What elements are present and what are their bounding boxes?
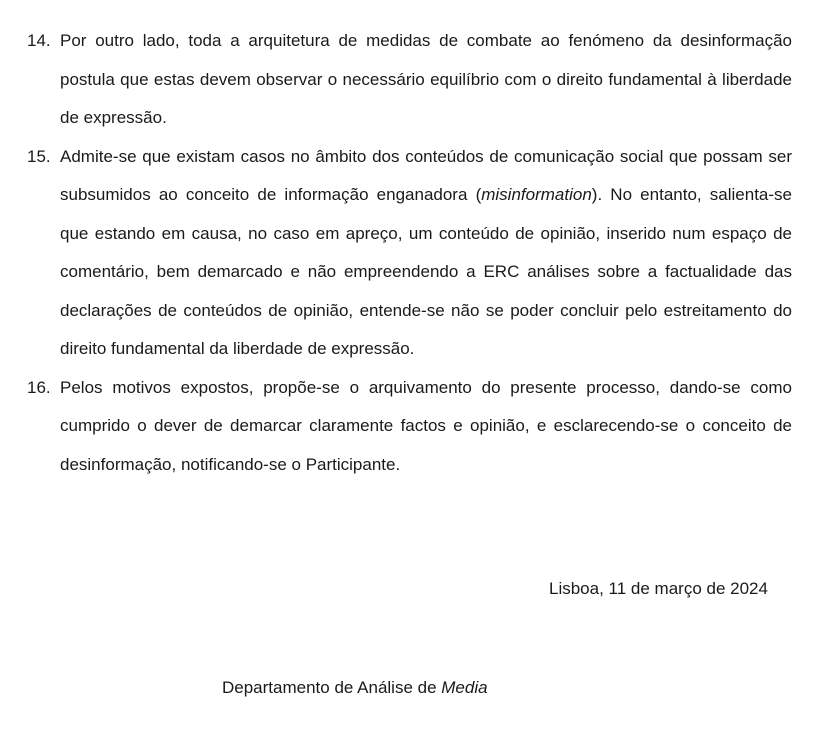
paragraph-text: Por outro lado, toda a arquitetura de medidas de combate ao fenómeno da desinformação postula que estas devem observar o necessário equilíbrio com o direito fundamental à liberdade de expressão. [60,31,792,127]
department-signature [222,673,488,703]
paragraph-text: Pelos motivos expostos, propõe-se o arquivamento do presente processo, dando-se como cumprido o dever de demarcar claramente factos e opinião, e esclarecendo-se o conceito de desinformação, notificando-se o Participante. [60,377,792,474]
paragraph-number: 14. [27,31,51,50]
paragraph-number: 15. [27,146,51,166]
paragraph-15 [27,138,792,369]
numbered-paragraphs [27,22,792,484]
paragraph-text-start: Admite-se que existam casos no âmbito dos conteúdos de comunicação social que possam ser subsumidos ao conceito de informação enganadora ( [60,146,792,204]
paragraph-number: 16. [27,377,51,397]
paragraph-14 [27,22,792,138]
paragraph-text-end: ). No entanto, salienta-se que estando em causa, no caso em apreço, um conteúdo de opinião, inserido num espaço de comentário, bem demarcado e não empreendendo a ERC análises sobre a factualidade das declarações de conteúdos de opinião, entende-se não se poder concluir pelo estreitamento do direito fundamental da liberdade de expressão. [60,185,792,358]
department-name: Departamento de Análise de [222,678,442,697]
paragraph-italic-term: misinformation [481,185,592,204]
paragraph-16 [27,369,792,485]
place-and-date: Lisboa, 11 de março de 2024 [549,579,768,598]
department-name-italic: Media [441,678,488,697]
